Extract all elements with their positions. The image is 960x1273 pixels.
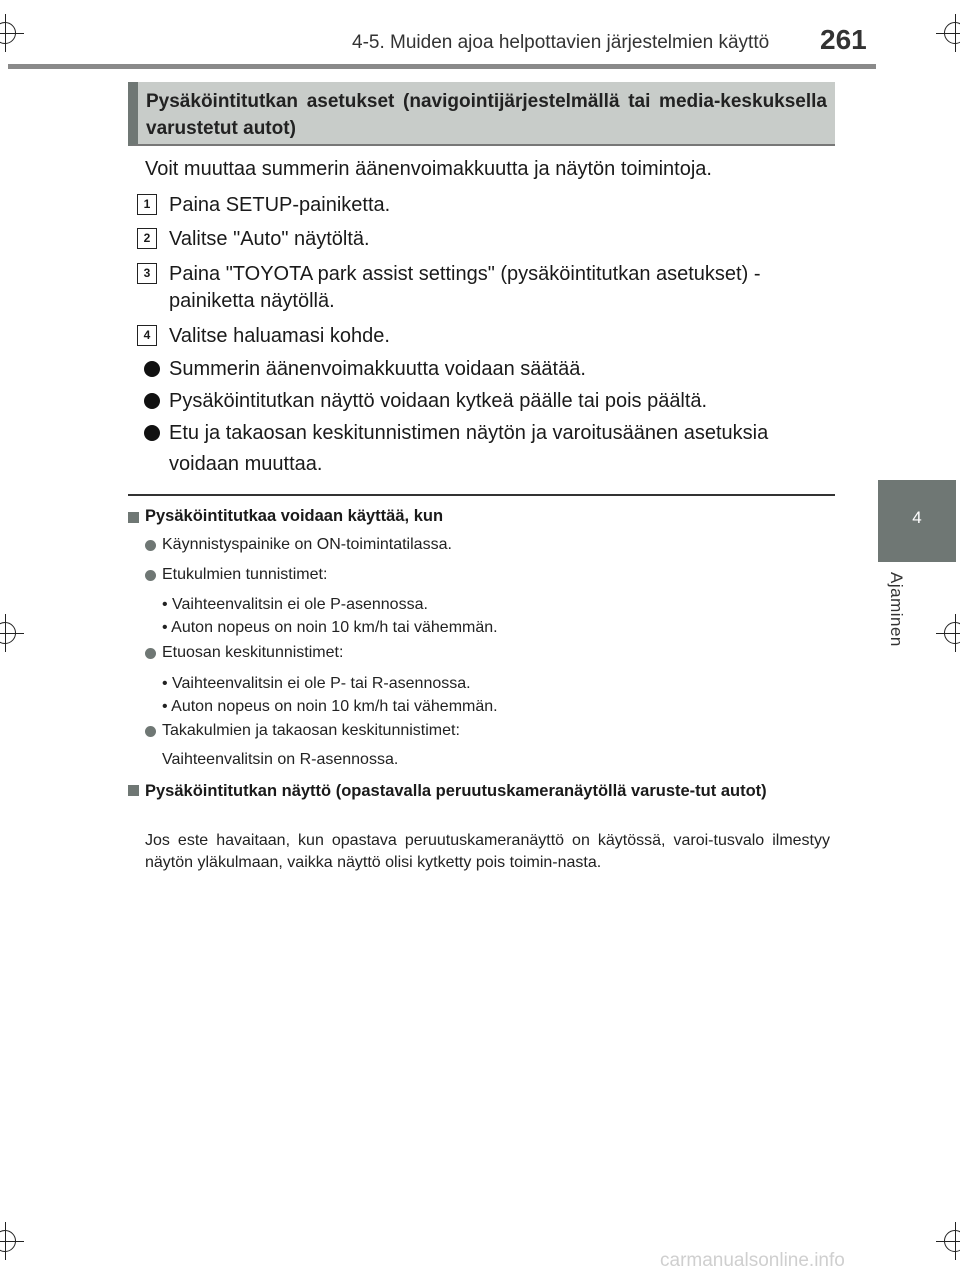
step-number: 3 — [137, 263, 157, 284]
note-text: Jos este havaitaan, kun opastava peruutuskameranäyttö on käytössä, varoi-tusvalo ilmestyy näytön yläkulmaan, vaikka näyttö olisi kytketty pois toimin-nasta. — [145, 832, 830, 871]
bullet-icon — [144, 425, 160, 441]
section-divider — [128, 494, 835, 496]
bullet-text-continued: voidaan muuttaa. — [169, 453, 323, 475]
note-title: Pysäköintitutkaa voidaan käyttää, kun — [145, 507, 444, 525]
crop-mark-icon — [944, 22, 960, 44]
watermark: carmanualsonline.info — [660, 1250, 845, 1271]
note-item: Käynnistyspainike on ON-toimintatilassa. — [162, 536, 452, 553]
crop-mark-icon — [944, 1230, 960, 1252]
note-subitem: • Auton nopeus on noin 10 km/h tai vähemmän. — [162, 619, 498, 636]
crop-mark-icon — [0, 1230, 16, 1252]
note-subitem: • Vaihteenvalitsin ei ole P-asennossa. — [162, 596, 428, 613]
step-text: Valitse haluamasi kohde. — [169, 325, 390, 347]
chapter-label: Ajaminen — [887, 572, 906, 647]
step-text: Paina SETUP-painiketta. — [169, 194, 391, 216]
intro-text: Voit muuttaa summerin äänenvoimakkuutta ja näytön toimintoja. — [145, 158, 712, 180]
crop-mark-icon — [944, 622, 960, 644]
dot-bullet-icon — [145, 648, 156, 659]
step-text: Valitse "Auto" näytöltä. — [169, 228, 370, 250]
note-subitem: • Vaihteenvalitsin ei ole P- tai R-asennossa. — [162, 675, 471, 692]
note-subitem: • Auton nopeus on noin 10 km/h tai vähemmän. — [162, 698, 498, 715]
chapter-tab[interactable] — [878, 480, 956, 562]
header-title: 4-5. Muiden ajoa helpottavien järjestelmien käyttö — [352, 32, 770, 53]
step-text: Paina "TOYOTA park assist settings" (pysäköintitutkan asetukset) - — [169, 263, 761, 285]
dot-bullet-icon — [145, 570, 156, 581]
crop-mark-icon — [0, 22, 16, 44]
section-title: Pysäköintitutkan asetukset (navigointijärjestelmällä tai media-keskuksella varustetut autot) — [146, 91, 827, 139]
step-number: 4 — [137, 325, 157, 346]
step-text-continued: painiketta näytöllä. — [169, 290, 335, 312]
section-heading-box — [128, 82, 835, 146]
crop-mark-icon — [0, 622, 16, 644]
bullet-icon — [144, 393, 160, 409]
bullet-icon — [144, 361, 160, 377]
step-number: 2 — [137, 228, 157, 249]
dot-bullet-icon — [145, 540, 156, 551]
note-item: Etuosan keskitunnistimet: — [162, 644, 344, 661]
bullet-text: Etu ja takaosan keskitunnistimen näytön ja varoitusäänen asetuksia — [169, 422, 769, 444]
note-item: Takakulmien ja takaosan keskitunnistimet: — [162, 722, 460, 739]
page-number: 261 — [820, 24, 867, 55]
header-rule — [8, 64, 876, 69]
bullet-text: Pysäköintitutkan näyttö voidaan kytkeä päälle tai pois päältä. — [169, 390, 708, 412]
dot-bullet-icon — [145, 726, 156, 737]
step-number: 1 — [137, 194, 157, 215]
bullet-text: Summerin äänenvoimakkuutta voidaan säätää. — [169, 358, 586, 380]
chapter-number: 4 — [912, 508, 922, 527]
note-title: Pysäköintitutkan näyttö (opastavalla peruutuskameranäytöllä varuste-tut autot) — [145, 782, 767, 800]
note-item: Etukulmien tunnistimet: — [162, 566, 328, 583]
note-text: Vaihteenvalitsin on R-asennossa. — [162, 751, 399, 768]
square-bullet-icon — [128, 785, 139, 796]
square-bullet-icon — [128, 512, 139, 523]
